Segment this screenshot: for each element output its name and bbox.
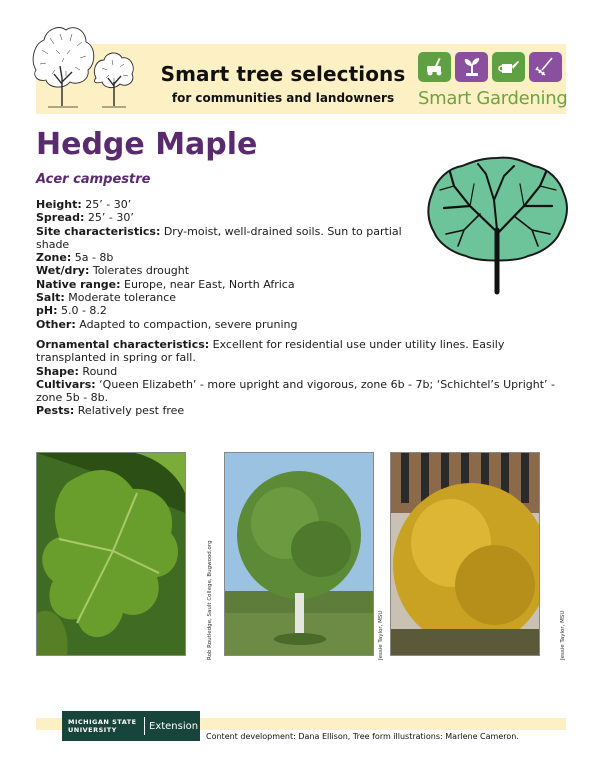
photo-autumn-tree <box>390 452 540 656</box>
spec-wet-dry: Wet/dry: Tolerates drought <box>36 264 190 278</box>
tree-form-illustration <box>424 150 570 296</box>
photo-credit-leaves: Rob Routledge, Sault College, Bugwood.org <box>207 540 213 660</box>
photo-credit-autumn-tree: Jessie Taylor, MSU <box>560 610 566 660</box>
tree-sketch-illustration <box>26 20 146 112</box>
footer-credits: Content development: Dana Ellison, Tree form illustrations: Marlene Cameron. <box>206 732 519 741</box>
series-title: Smart tree selections <box>160 62 406 86</box>
smart-gardening-icons <box>418 52 562 86</box>
extension-label: Extension <box>149 720 199 732</box>
page-title: Hedge Maple <box>36 127 258 162</box>
latin-name: Acer campestre <box>36 172 151 187</box>
smart-gardening-logo-text: Smart Gardening <box>418 88 568 109</box>
msu-extension-logo <box>62 711 200 741</box>
photo-credit-tree: Jessie Taylor, MSU <box>378 610 384 660</box>
spec-salt: Salt: Moderate tolerance <box>36 291 177 305</box>
mower-icon <box>418 52 451 82</box>
msu-name: MICHIGAN STATE UNIVERSITY <box>68 718 137 734</box>
spec-native-range: Native range: Europe, near East, North Africa <box>36 277 295 291</box>
ornamental-cultivars: Cultivars: ‘Queen Elizabeth’ - more upright and vigorous, zone 6b - 7b; ‘Schichtel’s Upright’ - zone 5b - 8b. <box>36 377 555 405</box>
ornamental-characteristics: Ornamental characteristics: Excellent for residential use under utility lines. Easily transplanted in spring or fall. <box>36 338 505 365</box>
spec-other: Other: Adapted to compaction, severe pruning <box>36 317 298 331</box>
ornamental-pests: Pests: Relatively pest free <box>36 404 185 418</box>
spec-ph: pH: 5.0 - 8.2 <box>36 304 107 318</box>
rake-icon <box>529 52 562 82</box>
ornamental-section <box>36 338 566 418</box>
seedling-icon <box>455 52 488 82</box>
photo-leaves <box>36 452 186 656</box>
logo-divider <box>144 717 145 735</box>
series-subtitle: for communities and landowners <box>171 91 395 105</box>
spec-site: Site characteristics: Dry-moist, well-drained soils. Sun to partial shade <box>36 224 402 251</box>
spec-spread: Spread: 25’ - 30’ <box>36 211 134 225</box>
tree-specs <box>36 198 436 331</box>
photo-tree <box>224 452 374 656</box>
spec-zone: Zone: 5a - 8b <box>36 251 114 265</box>
ornamental-shape: Shape: Round <box>36 364 118 378</box>
spec-height: Height: 25’ - 30’ <box>36 198 132 211</box>
watering-can-icon <box>492 52 525 82</box>
